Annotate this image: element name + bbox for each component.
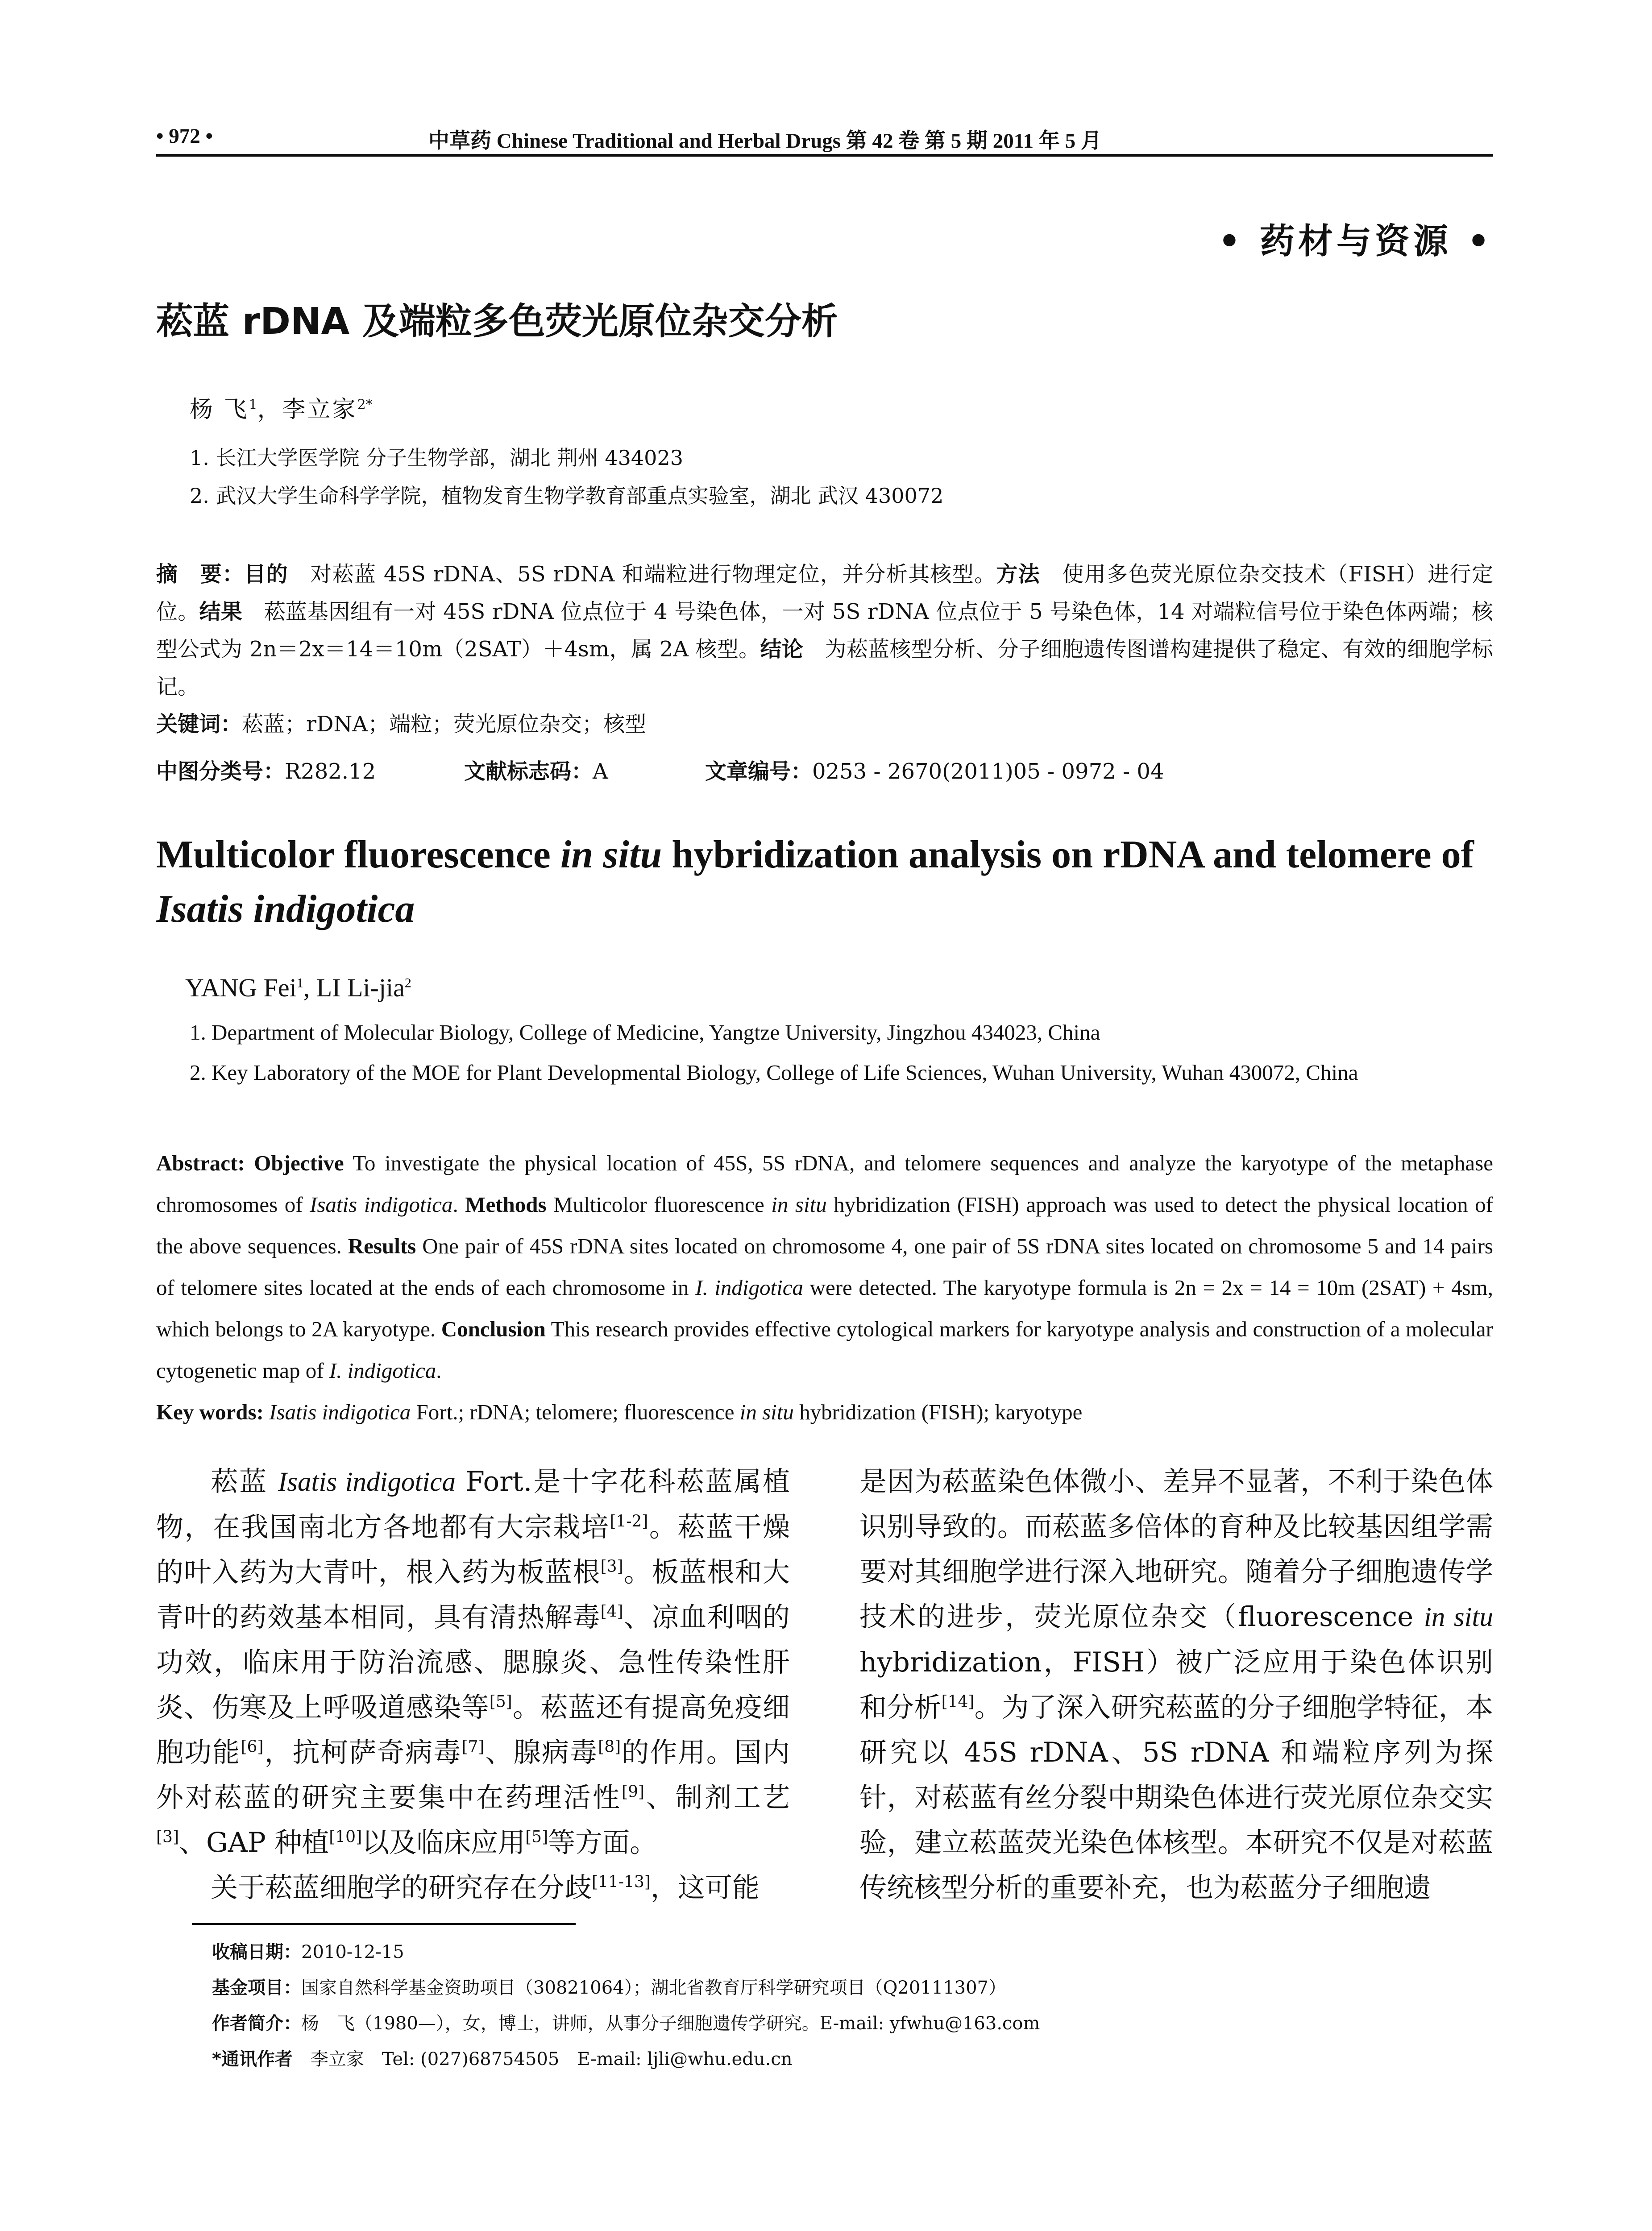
en-conclusion: This research provides effective cytological markers for karyotype analysis and construction of a molecular cytogenetic map of: [156, 1317, 1494, 1383]
en-author-2-sup: 2: [404, 975, 411, 991]
cn-methods-label: 方法: [996, 562, 1041, 587]
cn-abstract: [156, 556, 1493, 743]
en-results-italic: I. indigotica: [695, 1275, 804, 1300]
cn-affiliation-1: 1. 长江大学医学院 分子生物学部，湖北 荆州 434023: [190, 446, 683, 470]
footnote-label: 作者简介：: [212, 2013, 301, 2034]
en-keywords-label: Key words:: [156, 1400, 270, 1424]
en-species-name: Isatis indigotica: [310, 1192, 453, 1217]
citation: [7]: [461, 1738, 485, 1756]
journal-name: 中草药 Chinese Traditional and Herbal Drugs 第 42 卷 第 5 期 2011 年 5 月: [428, 129, 1102, 153]
body-text: 、腺病毒: [484, 1737, 598, 1768]
article-no-label: 文章编号：: [705, 759, 813, 784]
body-italic: in situ: [1424, 1602, 1493, 1632]
en-authors: [185, 973, 411, 1003]
body-paragraph: [156, 1865, 790, 1910]
en-author-sep: ,: [303, 973, 316, 1002]
en-author-2: LI Li-jia: [316, 973, 405, 1002]
en-title-italic: Isatis indigotica: [156, 887, 415, 931]
footnote-received: [212, 1934, 1488, 1970]
cn-keywords-label: 关键词：: [156, 712, 242, 737]
clc-label: 中图分类号：: [156, 759, 285, 784]
citation: [5]: [489, 1692, 512, 1711]
en-objective: To investigate the physical location of 45S, 5S rDNA, and telomere sequences and analyze the karyotype of the metaphase chromosomes of: [156, 1151, 1493, 1217]
footnote-label: *通讯作者: [212, 2049, 293, 2069]
body-text: ，这可能: [650, 1872, 760, 1903]
en-author-1: YANG Fei: [185, 973, 297, 1002]
citation: [10]: [329, 1828, 362, 1846]
footnote-corresponding: [212, 2041, 1488, 2077]
body-text: hybridization，FISH）被广泛应用于染色体识别和分析: [859, 1646, 1493, 1723]
cn-conclusion: 为菘蓝核型分析、分子细胞遗传图谱构建提供了稳定、有效的细胞学标记。: [156, 637, 1493, 699]
en-title-part: hybridization analysis on rDNA and telomere of: [662, 833, 1474, 876]
footnote-text: 2010-12-15: [301, 1942, 404, 1962]
body-species-name: Isatis indigotica: [278, 1467, 456, 1497]
footnote-fund: [212, 1970, 1488, 2006]
body-text: 以及临床应用: [362, 1827, 526, 1858]
en-objective-end: .: [452, 1192, 465, 1217]
footnote-text: 国家自然科学基金资助项目（30821064）；湖北省教育厅科学研究项目（Q20111307）: [301, 1978, 1006, 1998]
citation: [14]: [941, 1692, 975, 1711]
footnote-text: 李立家 Tel: (027)68754505 E-mail: ljli@whu.edu.cn: [292, 2049, 793, 2069]
citation: [6]: [241, 1738, 264, 1756]
citation: [8]: [598, 1738, 621, 1756]
body-text: 关于菘蓝细胞学的研究存在分歧: [211, 1872, 592, 1903]
en-title: [156, 828, 1493, 937]
en-methods-label: Methods: [465, 1192, 547, 1217]
cn-abstract-label: 摘 要：: [156, 562, 245, 587]
en-conclusion-label: Conclusion: [441, 1317, 546, 1341]
footnote-label: 基金项目：: [212, 1978, 301, 1998]
body-text: 菘蓝: [211, 1466, 278, 1497]
cn-affiliation-2: 2. 武汉大学生命科学学院，植物发育生物学教育部重点实验室，湖北 武汉 430072: [190, 484, 944, 508]
body-text: 、凉血利咽的功效，临床用于防治流感、腮腺炎、急性传染性肝炎、伤寒及上呼吸道感染等: [156, 1601, 790, 1723]
cn-objective: 对菘蓝 45S rDNA、5S rDNA 和端粒进行物理定位，并分析其核型。: [288, 562, 996, 587]
en-results-label: Results: [348, 1234, 416, 1258]
body-text: 。菘蓝干燥的叶入药为大青叶，根入药为板蓝根: [156, 1511, 790, 1588]
cn-classification-row: [156, 754, 1164, 785]
en-author-1-sup: 1: [296, 975, 303, 991]
en-results: One pair of 45S rDNA sites located on chromosome 4, one pair of 5S rDNA sites located on chromosome 5 and 14 pairs of telomere sites located at the ends of each chromosome in: [156, 1234, 1493, 1300]
cn-author-sep: ，: [257, 396, 282, 423]
cn-methods: 使用多色荧光原位杂交技术（FISH）进行定位。: [156, 562, 1493, 624]
en-objective-label: Objective: [254, 1151, 344, 1175]
body-left-column: [156, 1459, 790, 1910]
en-methods: Multicolor fluorescence: [546, 1192, 772, 1217]
citation: [9]: [622, 1783, 645, 1801]
doc-code-value: A: [593, 759, 608, 784]
body-text: ，抗柯萨奇病毒: [263, 1737, 462, 1768]
body-text: 。为了深入研究菘蓝的分子细胞学特征，本研究以 45S rDNA、5S rDNA 和端粒序列为探针，对菘蓝有丝分裂中期染色体进行荧光原位杂交实验，建立菘蓝荧光染色体核型。本研究不仅是对菘蓝传统核型分析的重要补充，也为菘蓝分子细胞遗: [859, 1692, 1493, 1903]
cn-objective-label: 目的: [244, 562, 288, 587]
cn-results-label: 结果: [199, 599, 243, 624]
en-abstract-label: Abstract:: [156, 1151, 254, 1175]
body-paragraph: [156, 1459, 790, 1865]
en-affiliation-2: 2. Key Laboratory of the MOE for Plant Developmental Biology, College of Life Sciences, Wuhan University, Wuhan 430072, China: [190, 1060, 1358, 1085]
citation: [1-2]: [610, 1512, 648, 1531]
footnote-rule: [192, 1923, 576, 1925]
cn-author-1: 杨 飞: [190, 396, 249, 423]
running-header: [156, 120, 1493, 156]
citation: [5]: [525, 1828, 548, 1846]
en-keywords-end: hybridization (FISH); karyotype: [793, 1400, 1083, 1424]
en-conclusion-italic: I. indigotica: [329, 1358, 436, 1383]
citation: [3]: [156, 1828, 179, 1846]
body-text: 、制剂工艺: [644, 1782, 790, 1813]
en-keywords-italic: Isatis indigotica: [269, 1400, 411, 1424]
cn-author-2: 李立家: [282, 396, 357, 423]
cn-title: 菘蓝 rDNA 及端粒多色荧光原位杂交分析: [156, 300, 838, 343]
body-text: 等方面。: [548, 1827, 657, 1858]
en-affiliation-1: 1. Department of Molecular Biology, College of Medicine, Yangtze University, Jingzhou 434023, China: [190, 1020, 1100, 1045]
footnotes: [212, 1934, 1488, 2077]
page-number: • 972 •: [156, 124, 213, 148]
article-no-value: 0253 - 2670(2011)05 - 0972 - 04: [812, 759, 1164, 784]
body-paragraph: [859, 1459, 1493, 1910]
body-text: 、GAP 种植: [179, 1827, 329, 1858]
en-methods-end: hybridization (FISH) approach was used to detect the physical location of the above sequences.: [156, 1192, 1493, 1258]
body-text: 。板蓝根和大青叶的药效基本相同，具有清热解毒: [156, 1556, 790, 1633]
footnote-label: 收稿日期：: [212, 1942, 301, 1962]
section-tag: • 药材与资源 •: [1218, 221, 1493, 261]
en-keywords-italic: in situ: [739, 1400, 794, 1424]
citation: [4]: [600, 1602, 623, 1621]
cn-conclusion-label: 结论: [760, 637, 804, 662]
cn-author-2-sup: 2*: [357, 397, 373, 413]
en-title-part: Multicolor fluorescence: [156, 833, 560, 876]
doc-code-label: 文献标志码：: [464, 759, 593, 784]
en-results-end: were detected. The karyotype formula is 2n = 2x = 14 = 10m (2SAT) + 4sm, which belongs to 2A karyotype.: [156, 1275, 1494, 1341]
citation: [11-13]: [592, 1873, 651, 1891]
clc-value: R282.12: [285, 759, 376, 784]
cn-authors: [190, 390, 373, 424]
en-abstract: [156, 1142, 1493, 1433]
body-text: 是因为菘蓝染色体微小、差异不显著，不利于染色体识别导致的。而菘蓝多倍体的育种及比较基因组学需要对其细胞学进行深入地研究。随着分子细胞遗传学技术的进步，荧光原位杂交（fluorescence: [859, 1466, 1493, 1633]
en-conclusion-end: .: [436, 1358, 442, 1383]
body-text: 。菘蓝还有提高免疫细胞功能: [156, 1692, 790, 1768]
body-text: Fort.是十字花科菘蓝属植物，在我国南北方各地都有大宗栽培: [156, 1466, 790, 1543]
en-title-italic: in situ: [560, 833, 662, 876]
header-rule: [156, 154, 1493, 157]
body-right-column: [859, 1459, 1493, 1910]
cn-keywords: 菘蓝；rDNA；端粒；荧光原位杂交；核型: [242, 712, 647, 737]
en-methods-italic: in situ: [771, 1192, 827, 1217]
cn-author-1-sup: 1: [249, 397, 257, 413]
citation: [3]: [600, 1557, 623, 1576]
cn-results: 菘蓝基因组有一对 45S rDNA 位点位于 4 号染色体，一对 5S rDNA 位点位于 5 号染色体，14 对端粒信号位于染色体两端；核型公式为 2n＝2x＝14＝10m（2SAT）＋4sm，属 2A 核型。: [156, 599, 1493, 662]
footnote-bio: [212, 2006, 1488, 2041]
footnote-text: 杨 飞（1980—），女，博士，讲师，从事分子细胞遗传学研究。E-mail: yfwhu@163.com: [301, 2013, 1040, 2034]
en-keywords: Fort.; rDNA; telomere; fluorescence: [411, 1400, 740, 1424]
body-text: 的作用。国内外对菘蓝的研究主要集中在药理活性: [156, 1737, 790, 1813]
